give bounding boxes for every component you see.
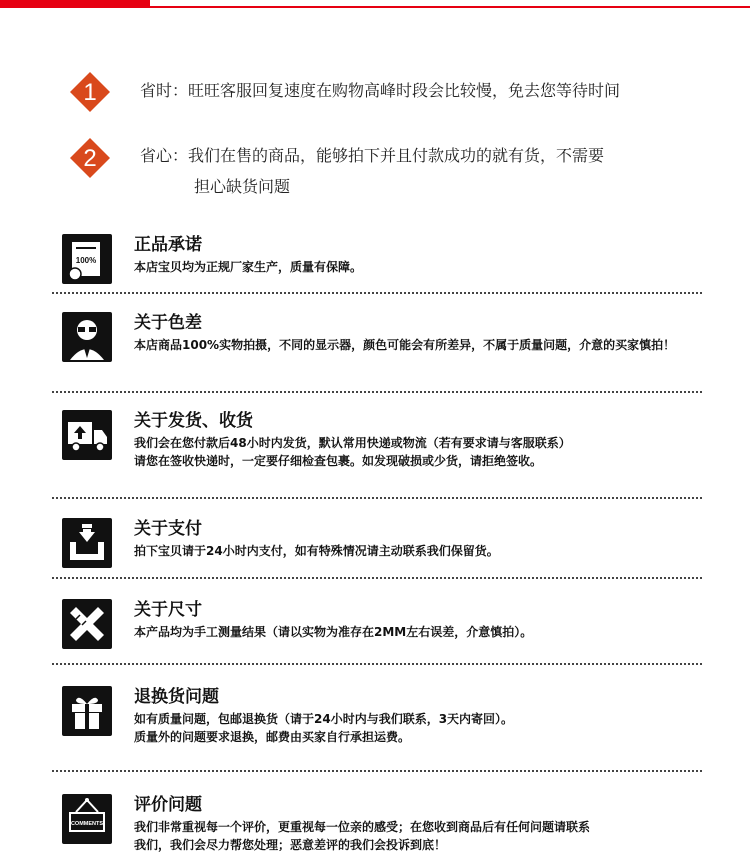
tip-text: 省时：旺旺客服回复速度在购物高峰时段会比较慢，免去您等待时间 <box>140 81 621 100</box>
item-desc: 拍下宝贝请于24小时内支付，如有特殊情况请主动联系我们保留货。 <box>134 544 499 558</box>
item-title: 关于尺寸 <box>134 600 202 620</box>
tip-number: 1 <box>83 79 97 106</box>
certificate-icon <box>62 234 112 284</box>
policy-item-shipping <box>52 410 702 472</box>
person-glasses-icon <box>62 312 112 362</box>
tip-number: 2 <box>83 145 97 172</box>
top-accent-bar <box>0 0 750 9</box>
dotted-divider <box>52 292 702 294</box>
tip-2 <box>68 136 708 210</box>
certificate-text: 100% <box>75 256 97 265</box>
item-desc: 本产品均为手工测量结果（请以实物为准存在2MM左右误差，介意慎拍）。 <box>134 625 533 639</box>
policy-item-reviews <box>52 794 702 854</box>
dotted-divider <box>52 497 702 499</box>
policy-item-payment <box>52 518 702 570</box>
item-title: 关于色差 <box>134 313 202 333</box>
delivery-truck-icon <box>62 410 112 460</box>
dotted-divider <box>52 577 702 579</box>
download-tray-icon <box>62 518 112 568</box>
tip-text-line1: 省心：我们在售的商品，能够拍下并且付款成功的就有货，不需要 <box>140 146 605 165</box>
item-title: 退换货问题 <box>134 687 219 707</box>
item-desc-line2: 请您在签收快递时，一定要仔细检查包裹。如发现破损或少货，请拒绝签收。 <box>134 454 543 468</box>
item-desc-line1: 我们会在您付款后48小时内发货，默认常用快递或物流（若有要求请与客服联系） <box>134 436 571 450</box>
item-title: 关于支付 <box>134 519 202 539</box>
tip-1 <box>68 70 708 114</box>
policy-item-authentic <box>52 234 702 290</box>
item-desc-line1: 我们非常重视每一个评价，更重视每一位亲的感受；在您收到商品后有任何问题请联系 <box>134 820 591 834</box>
diamond-number-badge <box>68 136 112 180</box>
diamond-number-badge <box>68 70 112 114</box>
dotted-divider <box>52 391 702 393</box>
item-desc: 本店宝贝均为正规厂家生产，质量有保障。 <box>134 260 363 274</box>
ruler-cross-icon <box>62 599 112 649</box>
policy-item-size <box>52 599 702 653</box>
item-title: 评价问题 <box>134 795 202 815</box>
item-desc-line1: 如有质量问题，包邮退换货（请于24小时内与我们联系，3天内寄回）。 <box>134 712 514 726</box>
dotted-divider <box>52 663 702 665</box>
item-desc-line2: 质量外的问题要求退换，邮费由买家自行承担运费。 <box>134 730 411 744</box>
comment-sign-text: COMMENTS <box>70 821 104 827</box>
comment-sign-icon <box>62 794 112 844</box>
policy-item-color <box>52 312 702 372</box>
top-accent-line <box>0 6 750 8</box>
gift-box-icon <box>62 686 112 736</box>
item-title: 关于发货、收货 <box>134 411 253 431</box>
item-desc: 本店商品100%实物拍摄，不同的显示器，颜色可能会有所差异，不属于质量问题，介意的买家慎拍！ <box>134 338 676 352</box>
item-desc-line2: 我们，我们会尽力帮您处理；恶意差评的我们会投诉到底！ <box>134 838 447 852</box>
item-title: 正品承诺 <box>134 235 202 255</box>
policy-item-returns <box>52 686 702 742</box>
dotted-divider <box>52 770 702 772</box>
tip-text-line2: 担心缺货问题 <box>194 177 291 196</box>
